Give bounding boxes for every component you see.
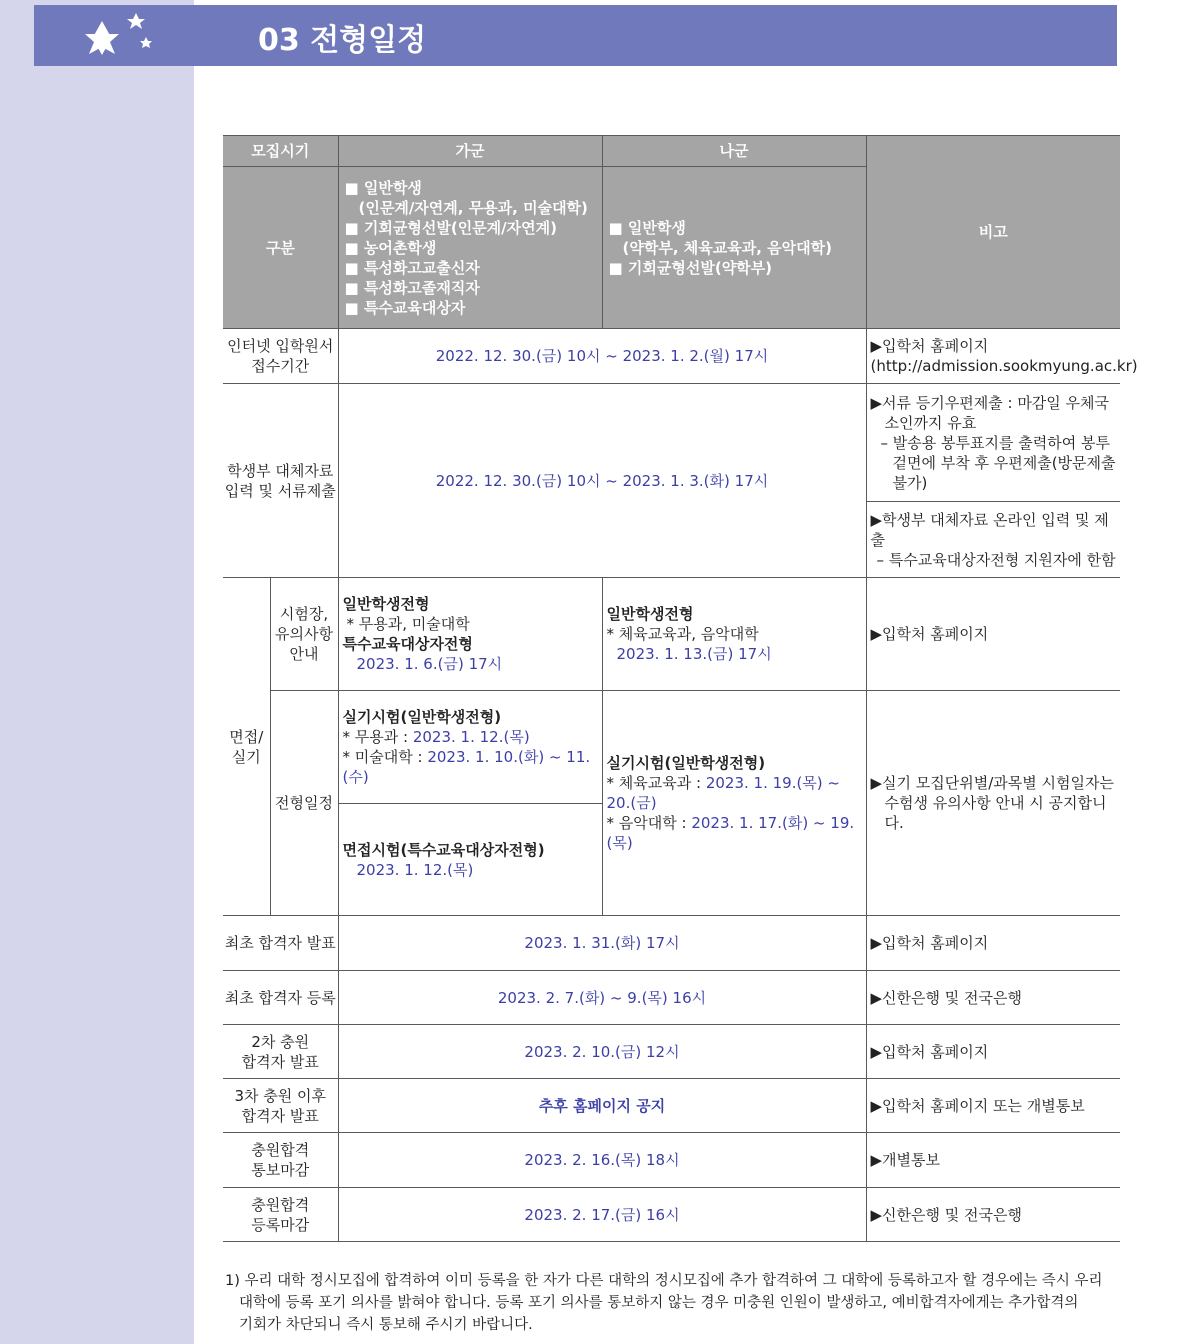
footnote: 1) 우리 대학 정시모집에 합격하여 이미 등록을 한 자가 다른 대학의 정시모집에 추가 합격하여 그 대학에 등록하고자 할 경우에는 즉시 우리 대학에 등록 포기 의사를 밝혀야 합니다. 등록 포기 의사를 통보하지 않는 경우 미충원 인원이 발생하고, 예비합격자에게는 추가합격의 기회가 차단되니 즉시 통보해 주시기 바랍니다. (225, 1273, 1103, 1333)
row-label: 충원합격 통보마감 (223, 1133, 338, 1188)
row-note: ▶입학처 홈페이지 (866, 578, 1120, 691)
row-date: 추후 홈페이지 공지 (338, 1079, 866, 1133)
row-note: ▶실기 모집단위별/과목별 시험일자는 수험생 유의사항 안내 시 공지합니다. (866, 691, 1120, 916)
na-applicant-types: ■ 일반학생 (약학부, 체육교육과, 음악대학) ■ 기회균형선발(약학부) (602, 167, 866, 329)
row-label: 충원합격 등록마감 (223, 1188, 338, 1242)
row-date: 2023. 2. 7.(화) ~ 9.(목) 16시 (338, 971, 866, 1025)
col-header-recruit: 모집시기 (223, 136, 338, 167)
stars-icon (80, 11, 170, 63)
table-row (223, 971, 1120, 1025)
row-note-online: ▶학생부 대체자료 온라인 입력 및 제출 – 특수교육대상자전형 지원자에 한함 (866, 502, 1120, 578)
row-date: 2023. 1. 31.(화) 17시 (338, 916, 866, 971)
ga-practical-exam: 실기시험(일반학생전형) * 무용과 : 2023. 1. 12.(목) * 미술대학 : 2023. 1. 10.(화) ~ 11.(수) (338, 691, 602, 804)
col-header-na: 나군 (602, 136, 866, 167)
ga-applicant-types: ■ 일반학생 (인문계/자연계, 무용과, 미술대학) ■ 기회균형선발(인문계/자연계) ■ 농어촌학생 ■ 특성화고교출신자 ■ 특성화고졸재직자 ■ 특수교육대상자 (338, 167, 602, 329)
row-label: 2차 충원 합격자 발표 (223, 1025, 338, 1079)
table-row (223, 1133, 1120, 1188)
row-note: ▶입학처 홈페이지 (http://admission.sookmyung.ac.kr) (866, 329, 1120, 384)
row-label: 3차 충원 이후 합격자 발표 (223, 1079, 338, 1133)
row-note: ▶개별통보 (866, 1133, 1120, 1188)
table-row (223, 384, 1120, 502)
sub-label-notice: 시험장, 유의사항 안내 (270, 578, 338, 691)
na-practical-exam: 실기시험(일반학생전형) * 체육교육과 : 2023. 1. 19.(목) ~ 20.(금) * 음악대학 : 2023. 1. 17.(화) ~ 19.(목) (602, 691, 866, 916)
na-notice: 일반학생전형 * 체육교육과, 음악대학 2023. 1. 13.(금) 17시 (602, 578, 866, 691)
ga-interview-exam: 면접시험(특수교육대상자전형) 2023. 1. 12.(목) (338, 804, 602, 916)
row-date: 2023. 2. 17.(금) 16시 (338, 1188, 866, 1242)
row-date: 2022. 12. 30.(금) 10시 ~ 2023. 1. 3.(화) 17시 (338, 384, 866, 578)
row-note: ▶입학처 홈페이지 (866, 916, 1120, 971)
section-title: 03 전형일정 (258, 23, 427, 58)
group-label-interview: 면접/ 실기 (223, 578, 270, 916)
col-header-note: 비고 (866, 136, 1120, 329)
row-label: 최초 합격자 등록 (223, 971, 338, 1025)
sub-label-schedule: 전형일정 (270, 691, 338, 916)
table-row (223, 578, 1120, 691)
schedule-table (223, 135, 1138, 1242)
table-row (223, 691, 1120, 804)
row-label: 인터넷 입학원서 접수기간 (223, 329, 338, 384)
row-date: 2023. 2. 16.(목) 18시 (338, 1133, 866, 1188)
table-row (223, 916, 1120, 971)
section-header (34, 5, 1117, 66)
table-row (223, 1188, 1120, 1242)
row-date: 2022. 12. 30.(금) 10시 ~ 2023. 1. 2.(월) 17시 (338, 329, 866, 384)
row-note: ▶서류 등기우편제출 : 마감일 우체국 소인까지 유효 – 발송용 봉투표지를 출력하여 봉투 겉면에 부착 후 우편제출(방문제출 불가) (866, 384, 1120, 502)
row-date: 2023. 2. 10.(금) 12시 (338, 1025, 866, 1079)
table-row (223, 1025, 1120, 1079)
row-header-type: 구분 (223, 167, 338, 329)
ga-notice: 일반학생전형 * 무용과, 미술대학 특수교육대상자전형 2023. 1. 6.(금) 17시 (338, 578, 602, 691)
row-label: 학생부 대체자료 입력 및 서류제출 (223, 384, 338, 578)
row-note: ▶신한은행 및 전국은행 (866, 1188, 1120, 1242)
table-row (223, 329, 1120, 384)
row-note: ▶입학처 홈페이지 (866, 1025, 1120, 1079)
left-sidebar-band (0, 0, 194, 1344)
table-row (223, 1079, 1120, 1133)
row-note: ▶입학처 홈페이지 또는 개별통보 (866, 1079, 1120, 1133)
row-label: 최초 합격자 발표 (223, 916, 338, 971)
col-header-ga: 가군 (338, 136, 602, 167)
row-note: ▶신한은행 및 전국은행 (866, 971, 1120, 1025)
